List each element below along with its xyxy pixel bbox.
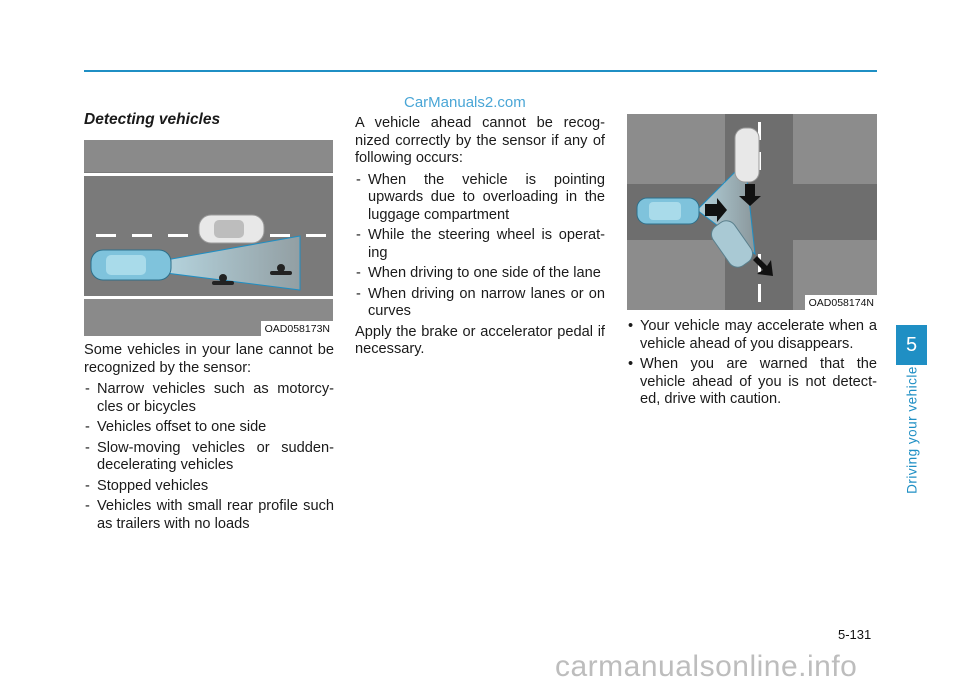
road-illustration <box>84 140 333 336</box>
section-heading: Detecting vehicles <box>84 111 221 128</box>
white-car <box>735 128 759 182</box>
header-rule <box>84 70 877 72</box>
figure-code: OAD058174N <box>805 295 877 310</box>
undetected-vehicle-list <box>84 381 334 533</box>
list-item: - While the steering wheel is operat-ing <box>356 227 605 261</box>
list-item: - When the vehicle is pointing upwards due to overloading in the luggage compartment <box>356 171 605 223</box>
list-item: - Vehicles offset to one side <box>85 419 267 435</box>
road-shoulder-top <box>84 140 333 172</box>
caution-list <box>627 318 877 409</box>
watermark-link[interactable]: CarManuals2.com <box>404 94 526 111</box>
corner-bottom-left <box>627 240 725 310</box>
column-2 <box>355 115 605 359</box>
corner-top-left <box>627 114 725 184</box>
list-item: - Vehicles with small rear profile such as trailers with no loads <box>85 498 334 532</box>
list-item: - Stopped vehicles <box>85 477 209 494</box>
lane-line-top <box>84 173 333 176</box>
lane-line-bottom <box>84 296 333 299</box>
figure-intersection <box>627 114 877 310</box>
list-item: • Your vehicle may accelerate when a vehicle ahead of you disappears. <box>628 318 877 352</box>
page-number: 5-131 <box>838 627 872 642</box>
intro-text: A vehicle ahead cannot be recog-nized correctly by the sensor if any of following occurs: <box>355 115 605 166</box>
white-car <box>199 215 264 243</box>
intro-text: Some vehicles in your lane cannot be recognized by the sensor: <box>84 342 334 376</box>
column-1 <box>84 111 334 141</box>
figure-code: OAD058173N <box>261 321 333 336</box>
corner-top-right <box>793 114 877 184</box>
chapter-tab: 5 <box>896 325 927 365</box>
intersection-illustration <box>627 114 877 310</box>
column-1-body <box>84 342 334 536</box>
chapter-title: Driving your vehicle <box>904 366 920 494</box>
outro-text: Apply the brake or accelerator pedal if necessary. <box>355 323 605 357</box>
column-3 <box>627 314 877 412</box>
figure-detecting-vehicles <box>84 140 333 336</box>
blue-car <box>637 198 699 224</box>
list-item: - When driving to one side of the lane <box>356 265 601 281</box>
list-item: - When driving on narrow lanes or on curves <box>356 285 605 319</box>
list-item: - Slow-moving vehicles or sudden-decelerating vehicles <box>85 439 334 473</box>
blue-car <box>91 250 171 280</box>
list-item: • When you are warned that the vehicle ahead of you is not detect-ed, drive with caution. <box>628 356 877 407</box>
conditions-list <box>355 172 605 321</box>
watermark-footer[interactable]: carmanualsonline.info <box>555 650 858 683</box>
list-item: - Narrow vehicles such as motorcy-cles or bicycles <box>85 381 334 415</box>
